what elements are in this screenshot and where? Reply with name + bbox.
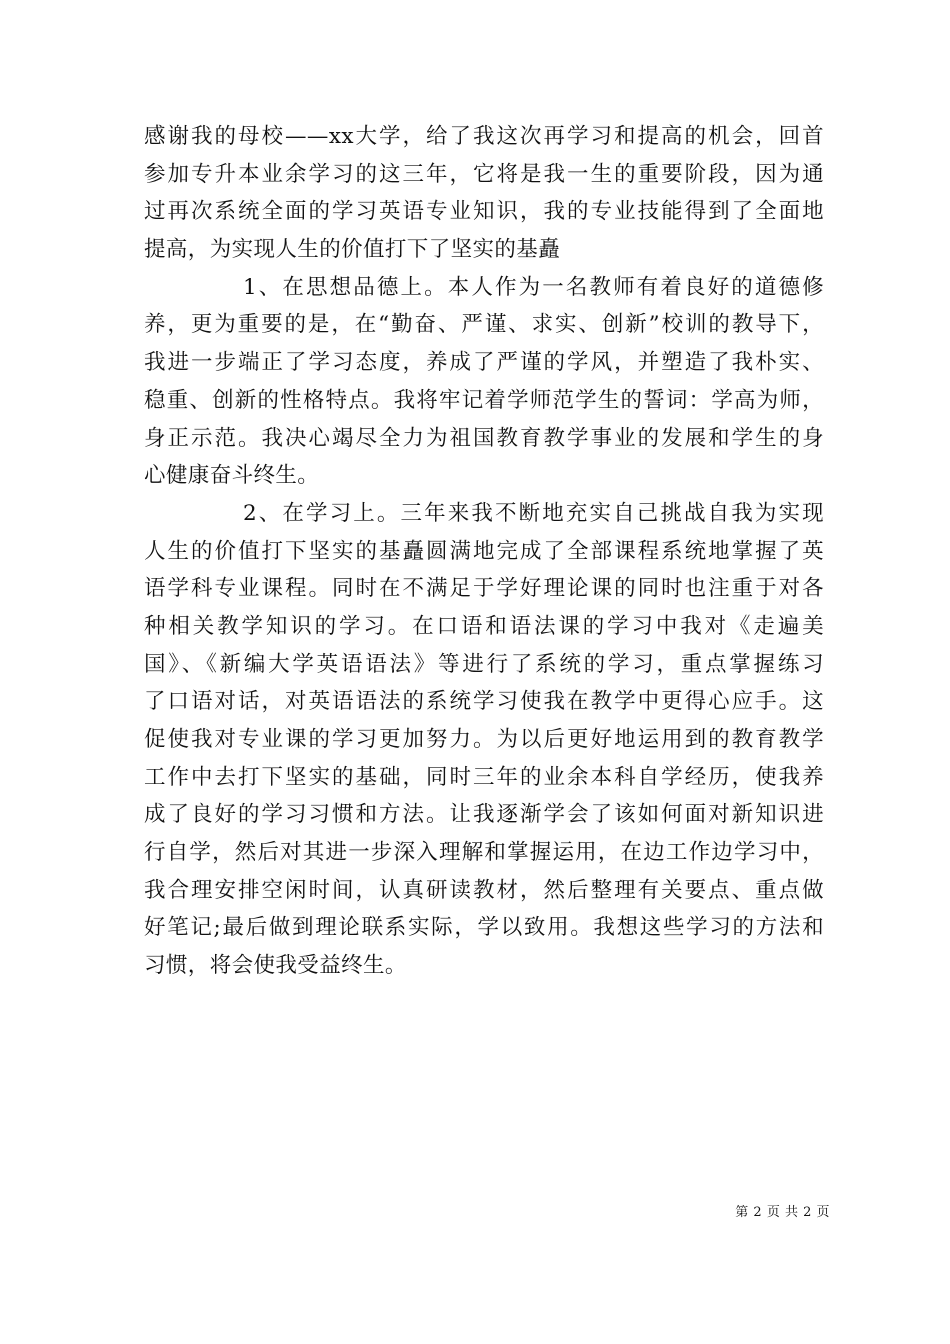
text-line: 成了良好的学习习惯和方法。让我逐渐学会了该如何面对新知识进 <box>144 802 824 828</box>
text-line: 感谢我的母校——xx大学，给了我这次再学习和提高的机会，回首 <box>144 124 824 149</box>
text-line: 工作中去打下坚实的基础，同时三年的业余本科自学经历，使我养 <box>144 764 824 790</box>
text-line: 我进一步端正了学习态度，养成了严谨的学风，并塑造了我朴实、 <box>144 350 824 376</box>
text-line: 提高，为实现人生的价值打下了坚实的基矗 <box>144 237 561 263</box>
text-line: 1、在思想品德上。本人作为一名教师有着良好的道德修 <box>243 274 824 300</box>
text-line: 促使我对专业课的学习更加努力。为以后更好地运用到的教育教学 <box>144 727 824 752</box>
text-line: 养，更为重要的是，在“勤奋、严谨、求实、创新”校训的教导下， <box>144 312 824 338</box>
text-line: 2、在学习上。三年来我不断地充实自己挑战自我为实现 <box>243 500 824 526</box>
text-line: 稳重、创新的性格特点。我将牢记着学师范学生的誓词：学高为师， <box>144 387 824 413</box>
text-line: 身正示范。我决心竭尽全力为祖国教育教学事业的发展和学生的身 <box>144 425 824 451</box>
text-line: 过再次系统全面的学习英语专业知识，我的专业技能得到了全面地 <box>144 199 824 225</box>
text-line: 语学科专业课程。同时在不满足于学好理论课的同时也注重于对各 <box>144 576 824 602</box>
text-line: 种相关教学知识的学习。在口语和语法课的学习中我对《走遍美 <box>144 613 824 639</box>
text-line: 习惯，将会使我受益终生。 <box>144 953 407 979</box>
text-line: 好笔记;最后做到理论联系实际，学以致用。我想这些学习的方法和 <box>144 915 824 941</box>
text-line: 参加专升本业余学习的这三年，它将是我一生的重要阶段，因为通 <box>144 161 824 187</box>
text-line: 我合理安排空闲时间，认真研读教材，然后整理有关要点、重点做 <box>144 877 824 903</box>
text-line: 行自学，然后对其进一步深入理解和掌握运用，在边工作边学习中， <box>144 840 824 866</box>
page-number: 第 2 页 共 2 页 <box>735 1205 830 1220</box>
text-line: 了口语对话，对英语语法的系统学习使我在教学中更得心应手。这 <box>144 689 824 715</box>
text-line: 国》、《新编大学英语语法》等进行了系统的学习，重点掌握练习 <box>144 651 824 677</box>
text-line: 心健康奋斗终生。 <box>144 463 320 489</box>
text-line: 人生的价值打下坚实的基矗圆满地完成了全部课程系统地掌握了英 <box>144 538 824 564</box>
document-body <box>144 118 824 985</box>
